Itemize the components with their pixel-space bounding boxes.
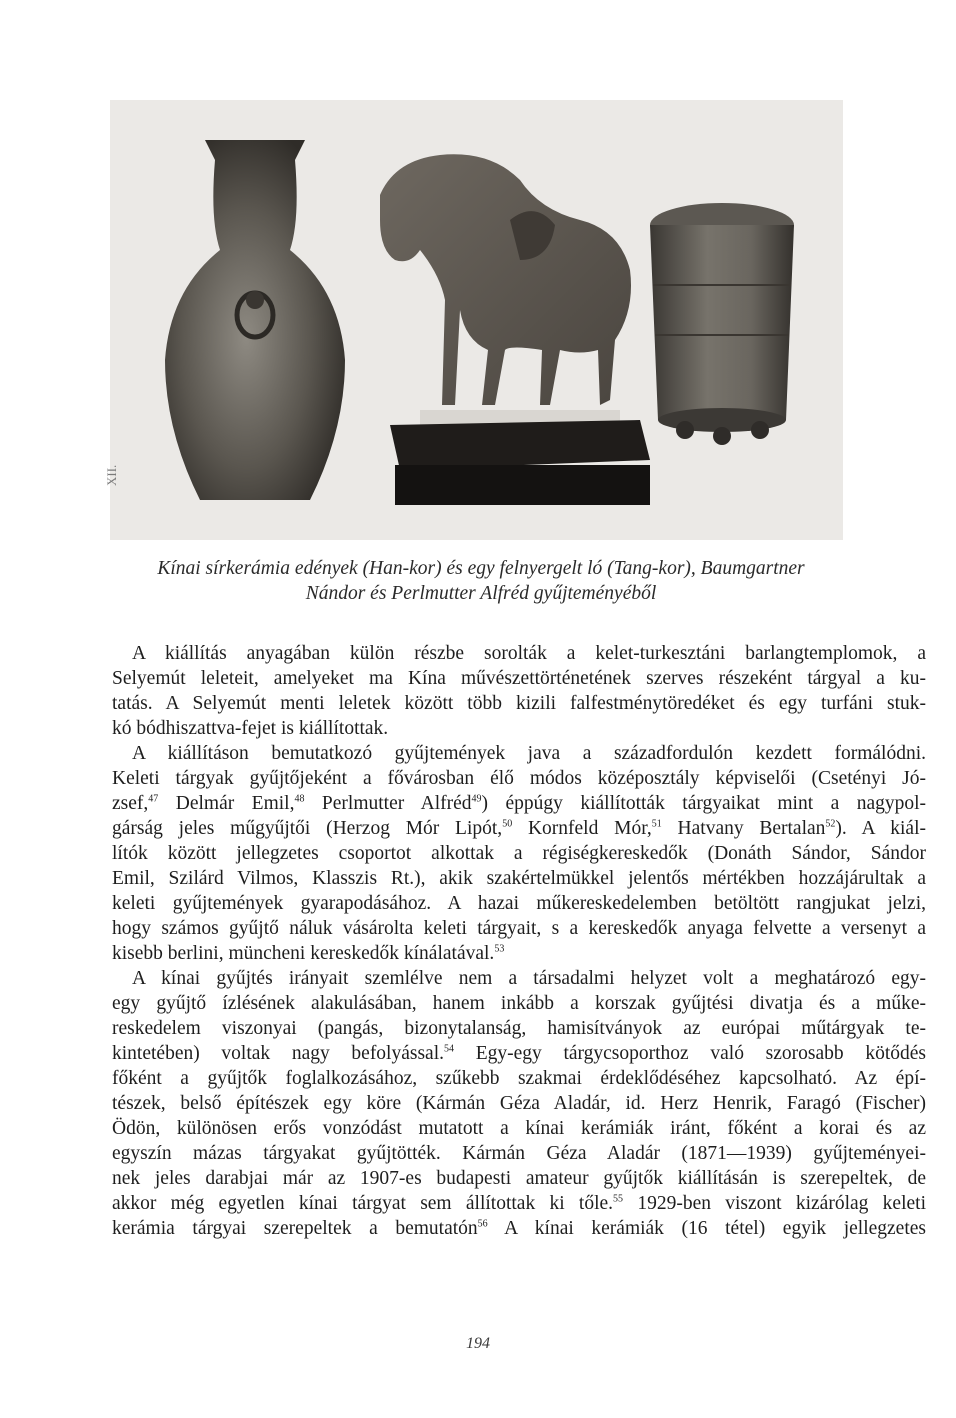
footnote-marker: 52 xyxy=(825,818,836,830)
text-line: tatás. A Selyemút menti leletek között több kizili falfestménytöredéket és egy turfáni stuk- xyxy=(112,693,926,714)
text-line: A kiállításon bemutatkozó gyűjtemények java a századfordulón kezdett formálódni. xyxy=(132,743,926,764)
page-number: 194 xyxy=(466,1335,490,1352)
text-line: egy gyűjtő ízlésének alakulásában, hanem inkább a korszak gyűjtési divatja és a műke- xyxy=(112,993,926,1014)
text-line: egyszín mázas tárgyakat gyűjtötték. Kármán Géza Aladár (1871—1939) gyűjteményei- xyxy=(112,1143,926,1164)
text-line: nek jeles darabjai már az 1907-es budapesti amateur gyűjtők kiállításán is szerepeltek, de xyxy=(112,1168,926,1189)
caption-line: Nándor és Perlmutter Alfréd gyűjteményéből xyxy=(305,583,657,604)
body-text xyxy=(112,641,926,1241)
text-line: lítók között jellegzetes csoportot alkottak a régiségkereskedők (Donáth Sándor, Sándor xyxy=(112,843,926,864)
footnote-marker: 47 xyxy=(148,793,159,805)
text-line: kintetében) voltak nagy befolyással.$^{54}$ Egy-egy tárgycsoporthoz való szorosabb kötődés xyxy=(112,1043,926,1064)
text-line: Keleti tárgyak gyűjtőjeként a fővárosban élő módos középosztály képviselői (Csetényi Jó- xyxy=(112,768,926,789)
footnote-marker: 48 xyxy=(294,793,305,805)
footnote-marker: 55 xyxy=(613,1193,624,1205)
footnote-marker: 50 xyxy=(502,818,513,830)
text-line: Ödön, különösen erős vonzódást mutatott a kínai kerámiák iránt, főként a korai és az xyxy=(112,1118,926,1139)
text-line: gárság jeles műgyűjtői (Herzog Mór Lipót,$^{50}$ Kornfeld Mór,$^{51}$ Hatvany Bertalan$^{52}$). A kiál- xyxy=(112,818,926,839)
text-line: kó bódhiszattva-fejet is kiállítottak. xyxy=(112,718,389,739)
text-line: hogy számos gyűjtő náluk vásárolta keleti tárgyait, s a kereskedők anyaga felvette a versenyt a xyxy=(112,918,926,939)
text-line: tészek, belső építészek egy köre (Kármán Géza Aladár, id. Herz Henrik, Faragó (Fischer) xyxy=(112,1093,926,1114)
text-line: keleti gyűjtemények gyarapodásához. A hazai műkereskedelemben betöltött rangjukat jelzi, xyxy=(112,893,926,914)
footnote-marker: 54 xyxy=(444,1043,455,1055)
text-line: zsef,$^{47}$ Delmár Emil,$^{48}$ Perlmutter Alfréd$^{49}$) éppúgy kiállították tárgyaikat mint a nagypol- xyxy=(112,793,927,814)
plate-number: XII. xyxy=(104,464,119,486)
caption-line: Kínai sírkerámia edények (Han-kor) és egy felnyergelt ló (Tang-kor), Baumgartner xyxy=(157,558,805,579)
figure-caption xyxy=(112,556,850,606)
text-line: Selyemút leleteit, amelyeket ma Kína művészettörténetének szerves részeként tárgyal a ku- xyxy=(112,668,926,689)
footnote-marker: 51 xyxy=(651,818,662,830)
text-line: kisebb berlini, müncheni kereskedők kínálatával.$^{53}$ xyxy=(112,943,505,964)
vase-horse-jar-image xyxy=(110,100,843,540)
footnote-marker: 56 xyxy=(477,1218,488,1230)
text-line: kerámia tárgyai szerepeltek a bemutatón$^{56}$ A kínai kerámiák (16 tétel) egyik jellegzetes xyxy=(112,1218,926,1239)
text-line: reskedelem viszonyai (pangás, bizonytalanság, hamisítványok az európai műtárgyak te- xyxy=(112,1018,926,1039)
text-line: főként a gyűjtők foglalkozásához, szűkebb szakmai érdeklődéséhez kapcsolható. Az épí- xyxy=(112,1068,926,1089)
text-line: A kínai gyűjtés irányait szemlélve nem a társadalmi helyzet volt a meghatározó egy- xyxy=(132,968,926,989)
footnote-marker: 53 xyxy=(494,943,505,955)
text-line: A kiállítás anyagában külön részbe sorolták a kelet-turkesztáni barlangtemplomok, a xyxy=(132,643,926,664)
text-line: Emil, Szilárd Vilmos, Klasszis Rt.), akik szakértelmükkel jelentős mértékben hozzájárultak a xyxy=(112,868,926,889)
footnote-marker: 49 xyxy=(471,793,482,805)
text-line: akkor még egyetlen kínai tárgyat sem állítottak ki tőle.$^{55}$ 1929-ben viszont kizárólag keleti xyxy=(112,1193,926,1214)
figure-photograph xyxy=(110,100,843,540)
